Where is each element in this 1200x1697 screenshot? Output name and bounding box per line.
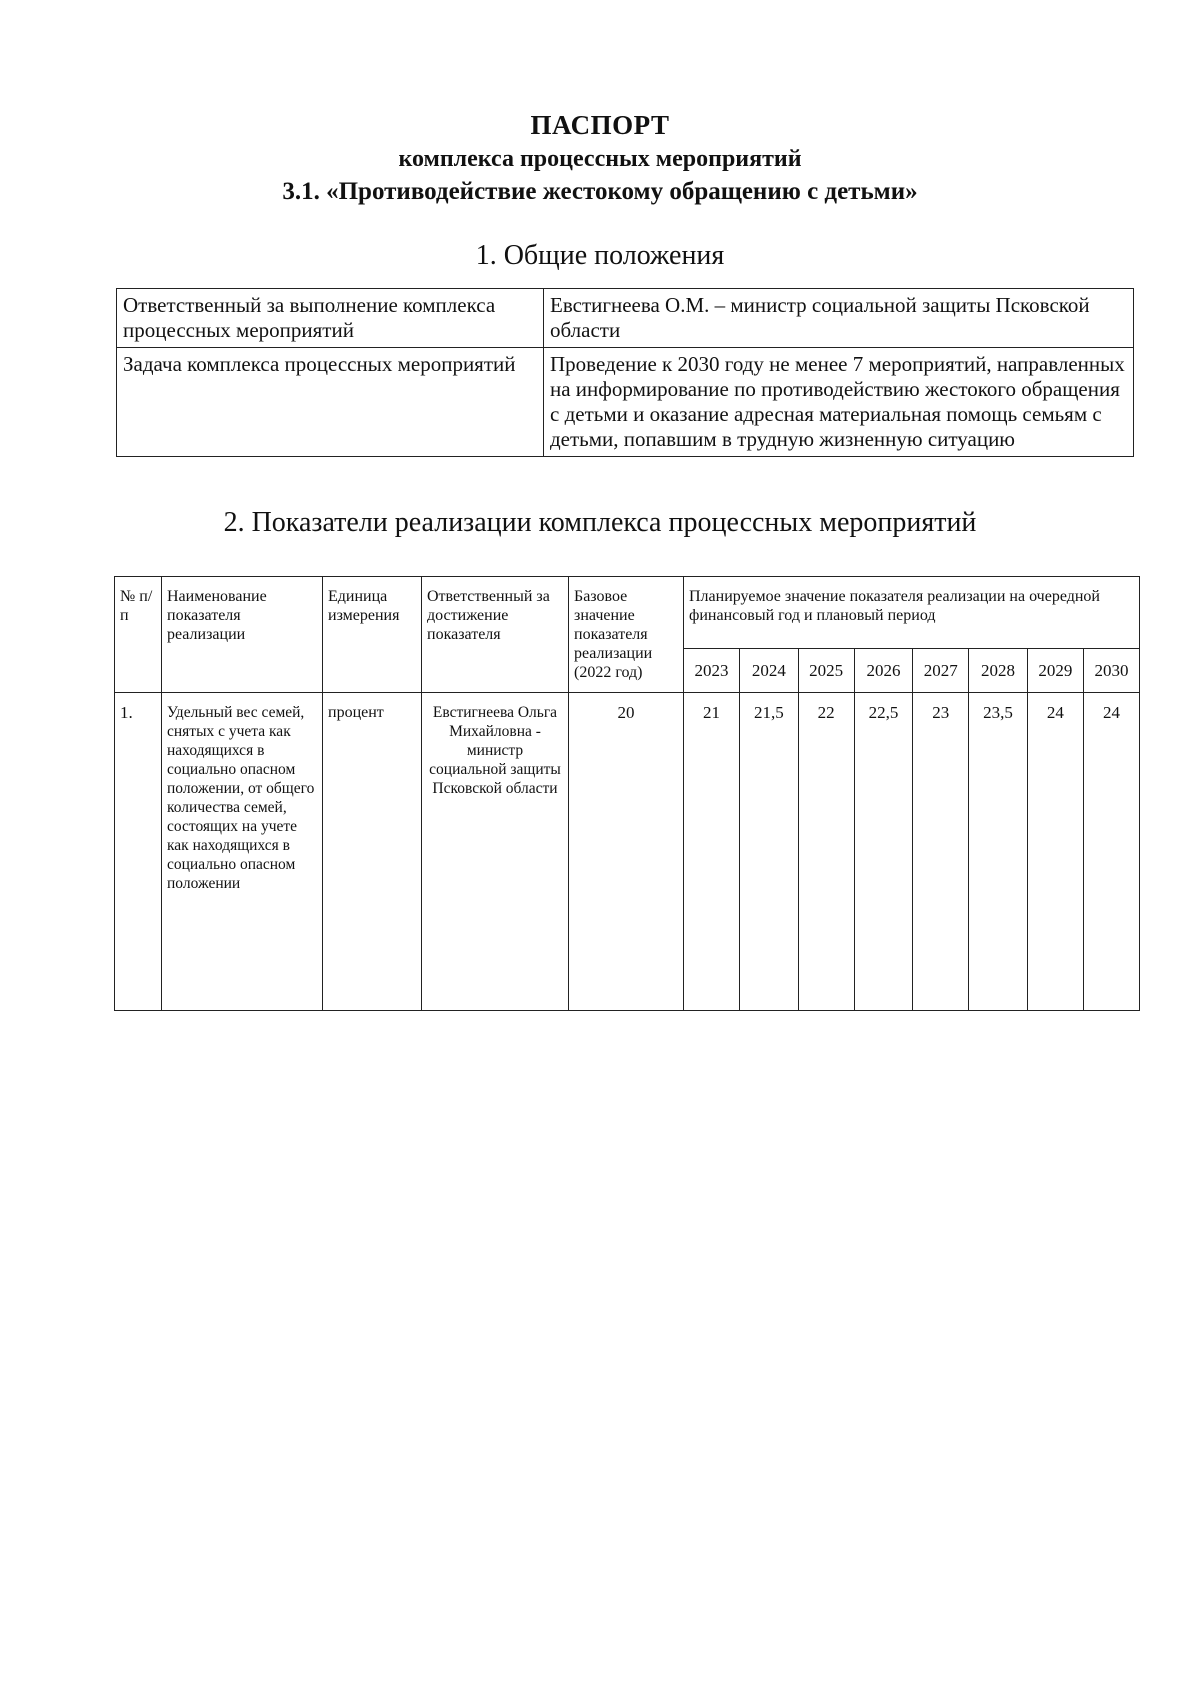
col-header-responsible: Ответственный за достижение показателя	[422, 577, 569, 693]
col-header-year: 2026	[854, 649, 913, 693]
table-row	[117, 289, 1134, 348]
col-header-planned: Планируемое значение показателя реализации на очередной финансовый год и плановый период	[684, 577, 1140, 649]
responsible-value: Евстигнеева О.М. – министр социальной защиты Псковской области	[544, 289, 1134, 348]
row-num: 1.	[115, 693, 162, 1011]
indicator-value: 23,5	[969, 693, 1028, 1011]
indicator-responsible: Евстигнеева Ольга Михайловна - министр социальной защиты Псковской области	[422, 693, 569, 1011]
indicator-value: 22	[798, 693, 854, 1011]
col-header-year: 2025	[798, 649, 854, 693]
col-header-year: 2027	[913, 649, 969, 693]
task-label: Задача комплекса процессных мероприятий	[117, 348, 544, 457]
responsible-label: Ответственный за выполнение комплекса процессных мероприятий	[117, 289, 544, 348]
document-title: ПАСПОРТ	[530, 110, 670, 140]
indicator-value: 21	[684, 693, 740, 1011]
document-subtitle: комплекса процессных мероприятий	[398, 146, 802, 172]
header-row	[115, 577, 1140, 649]
indicator-value: 24	[1027, 693, 1083, 1011]
section-heading-indicators: 2. Показатели реализации комплекса процессных мероприятий	[223, 507, 977, 538]
task-value: Проведение к 2030 году не менее 7 мероприятий, направленных на информирование по противодействию жестокого обращения с детьми и оказание адресная материальная помощь семьям с детьми, попавшим в трудную жизненную ситуацию	[544, 348, 1134, 457]
col-header-year: 2023	[684, 649, 740, 693]
indicator-value: 23	[913, 693, 969, 1011]
indicator-value: 21,5	[740, 693, 799, 1011]
col-header-year: 2024	[740, 649, 799, 693]
indicator-name: Удельный вес семей, снятых с учета как находящихся в социально опасном положении, от общего количества семей, состоящих на учете как находящихся в социально опасном положении	[162, 693, 323, 1011]
indicator-unit: процент	[323, 693, 422, 1011]
table-row	[117, 348, 1134, 457]
indicator-value: 24	[1083, 693, 1139, 1011]
col-header-year: 2029	[1027, 649, 1083, 693]
col-header-unit: Единица измерения	[323, 577, 422, 693]
section-heading-general: 1. Общие положения	[475, 240, 725, 271]
indicators-table	[114, 576, 1140, 1011]
indicator-value: 22,5	[854, 693, 913, 1011]
col-header-year: 2030	[1083, 649, 1139, 693]
col-header-num: № п/п	[115, 577, 162, 693]
program-name: 3.1. «Противодействие жестокому обращению с детьми»	[282, 178, 918, 205]
table-row	[115, 693, 1140, 1011]
col-header-base: Базовое значение показателя реализации (2022 год)	[569, 577, 684, 693]
indicator-base-value: 20	[569, 693, 684, 1011]
col-header-year: 2028	[969, 649, 1028, 693]
general-provisions-table	[116, 288, 1134, 457]
col-header-name: Наименование показателя реализации	[162, 577, 323, 693]
